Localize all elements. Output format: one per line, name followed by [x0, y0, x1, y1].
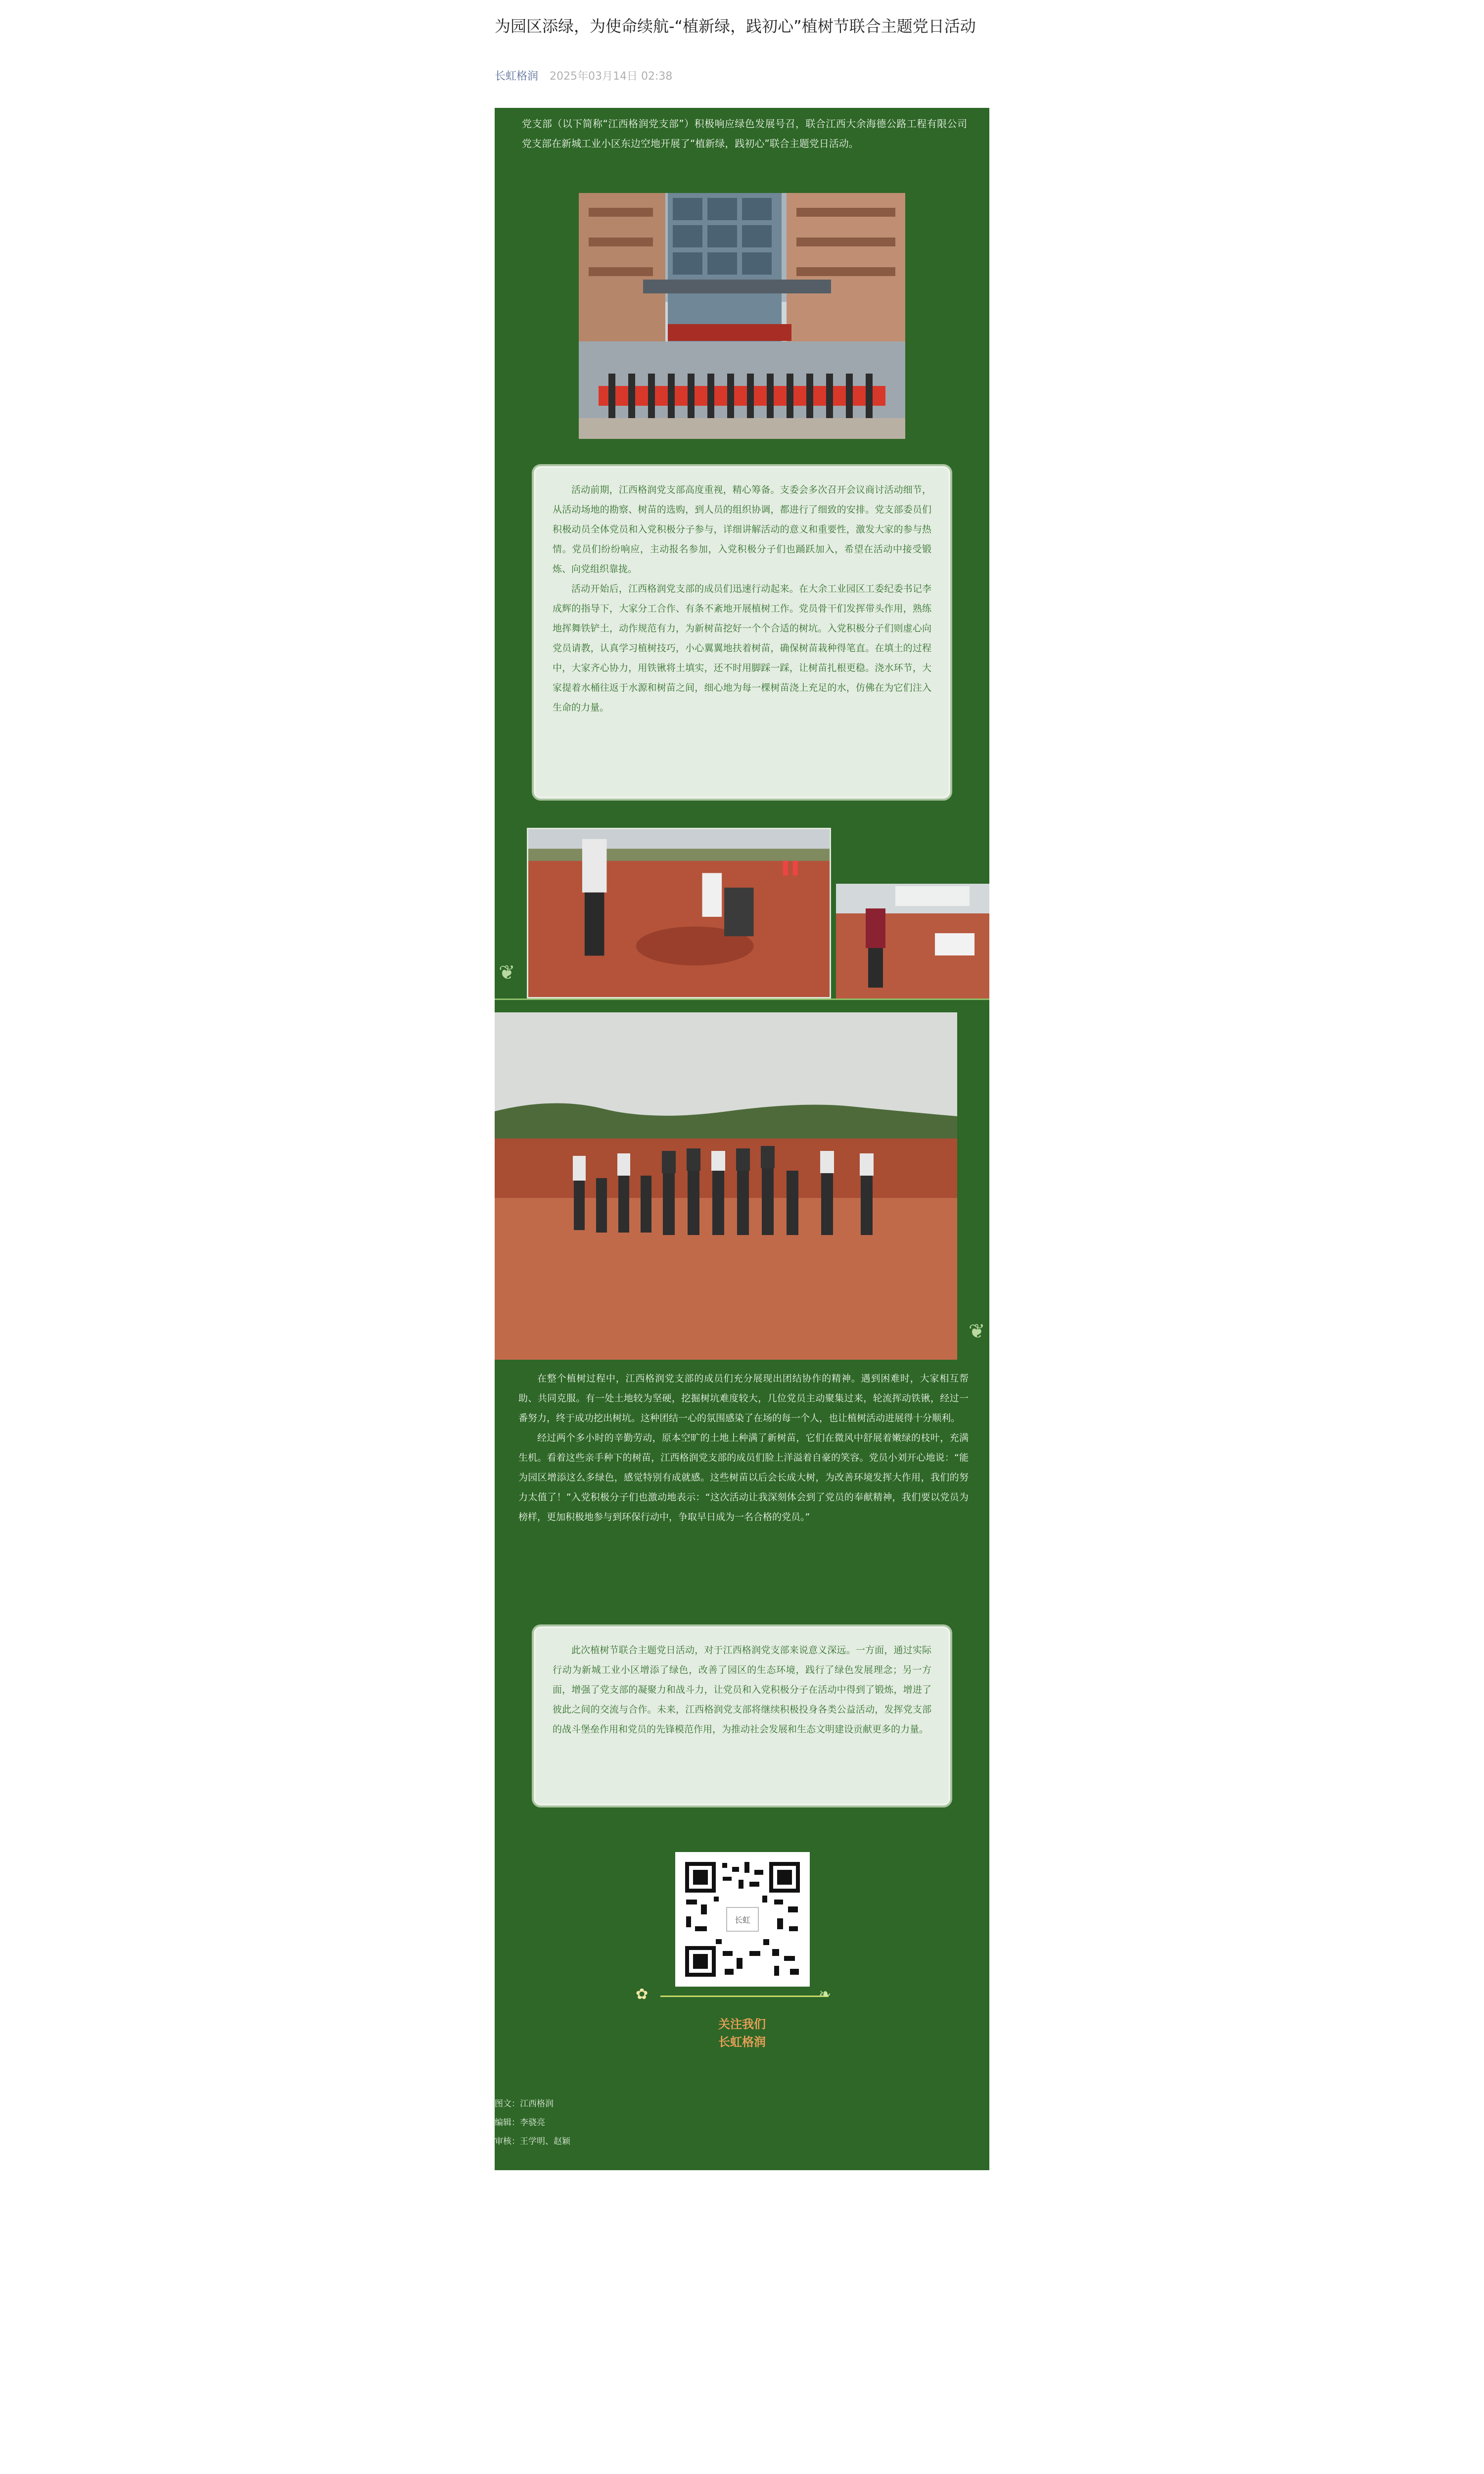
- author-link[interactable]: 长虹格润: [495, 70, 539, 83]
- body-paragraph-2: 经过两个多小时的辛勤劳动，原本空旷的土地上种满了新树苗，它们在微风中舒展着嫩绿的枝叶，充满生机。看着这些亲手种下的树苗，江西格润党支部的成员们脸上洋溢着自豪的笑容。党员小刘开心地说：“能为园区增添这么多绿色，感觉特别有成就感。这些树苗以后会长成大树，为改善环境发挥大作用，我们的努力太值了！”入党积极分子们也激动地表示：“这次活动让我深刻体会到了党员的奉献精神，我们要以党员为榜样，更加积极地参与到环保行动中，争取早日成为一名合格的党员。”: [518, 1432, 969, 1522]
- sprig-icon-left: ❦: [499, 961, 515, 984]
- flower-icon: ✿: [636, 1986, 649, 2003]
- card1-paragraph-2: 活动开始后，江西格润党支部的成员们迅速行动起来。在大余工业园区工委纪委书记李成辉的指导下，大家分工合作、有条不紊地开展植树工作。党员骨干们发挥带头作用，熟练地挥舞铁铲土，动作规范有力，为新树苗挖好一个个合适的树坑。入党积极分子们则虚心向党员请教，认真学习植树技巧，小心翼翼地扶着树苗，确保树苗栽种得笔直。在填土的过程中，大家齐心协力，用铁锹将土填实，还不时用脚踩一踩，让树苗扎根更稳。浇水环节，大家提着水桶往返于水源和树苗之间，细心地为每一棵树苗浇上充足的水，仿佛在为它们注入生命的力量。: [553, 583, 931, 713]
- activity-card-2: [532, 1624, 952, 1808]
- body-text-section: [518, 1369, 969, 1527]
- article-title: 为园区添绿，为使命续航-“植新绿，践初心”植树节联合主题党日活动: [495, 17, 976, 36]
- article-meta: [495, 69, 672, 84]
- qr-code: [675, 1852, 810, 1987]
- card1-paragraph-1: 活动前期，江西格润党支部高度重视，精心筹备。支委会多次召开会议商讨活动细节，从活动场地的勘察、树苗的选购，到人员的组织协调，都进行了细致的安排。党支部委员们积极动员全体党员和入党积极分子参与，详细讲解活动的意义和重要性，激发大家的参与热情。党员们纷纷响应，主动报名参加，入党积极分子们也踊跃加入，希望在活动中接受锻炼、向党组织靠拢。: [553, 484, 931, 574]
- publish-date: 2025年03月14日 02:38: [550, 70, 673, 83]
- body-paragraph-1: 在整个植树过程中，江西格润党支部的成员们充分展现出团结协作的精神。遇到困难时，大家相互帮助、共同克服。有一处土地较为坚硬，挖掘树坑难度较大，几位党员主动聚集过来，轮流挥动铁锹，经过一番努力，终于成功挖出树坑。这种团结一心的氛围感染了在场的每一个人，也让植树活动进展得十分顺利。: [518, 1373, 969, 1424]
- photo-building-group: [579, 193, 905, 439]
- qr-underline: [660, 1996, 829, 1997]
- leaf-icon: ❧: [819, 1986, 832, 2003]
- credits: [495, 2094, 570, 2151]
- photo-group-field: [495, 1012, 957, 1360]
- content-panel: [495, 108, 989, 2170]
- activity-card-1: [532, 464, 952, 801]
- card2-paragraph-1: 此次植树节联合主题党日活动，对于江西格润党支部来说意义深远。一方面，通过实际行动为新城工业小区增添了绿色，改善了园区的生态环境，践行了绿色发展理念；另一方面，增强了党支部的凝聚力和战斗力，让党员和入党积极分子在活动中得到了锻炼，增进了彼此之间的交流与合作。未来，江西格润党支部将继续积极投身各类公益活动，发挥党支部的战斗堡垒作用和党员的先锋模范作用，为推动社会发展和生态文明建设贡献更多的力量。: [553, 1645, 931, 1735]
- qr-center-label: 长虹: [734, 1915, 751, 1925]
- sprig-icon-right: ❦: [969, 1320, 985, 1343]
- section-divider: [495, 999, 989, 1000]
- photo-planting-1: [527, 828, 831, 999]
- follow-label: 关注我们: [718, 2017, 766, 2031]
- account-name-label: 长虹格润: [718, 2035, 766, 2049]
- intro-paragraph: 党支部（以下简称“江西格润党支部”）积极响应绿色发展号召，联合江西大余海德公路工程有限公司党支部在新城工业小区东边空地开展了“植新绿，践初心”联合主题党日活动。: [522, 118, 967, 149]
- credit-editor: 编辑：李骁亮: [495, 2118, 545, 2128]
- credit-reviewer: 审核：王学明、赵颖: [495, 2137, 570, 2146]
- photo-planting-2: [836, 884, 989, 999]
- credit-author: 图文：江西格润: [495, 2099, 554, 2109]
